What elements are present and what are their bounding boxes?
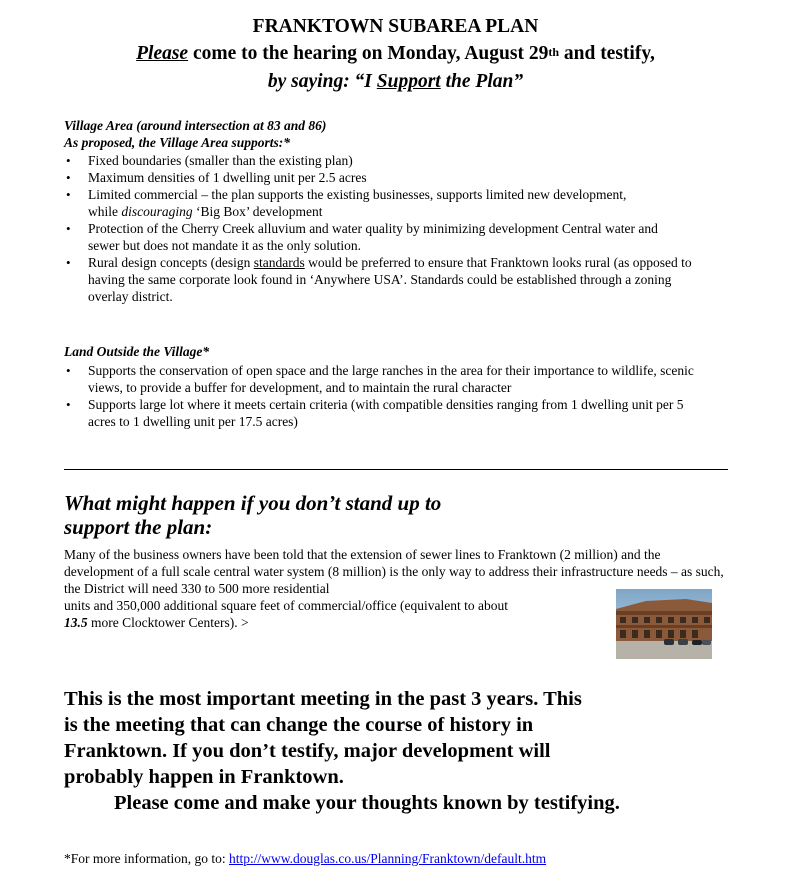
page-title: FRANKTOWN SUBAREA PLAN <box>252 16 539 37</box>
list-item: • Maximum densities of 1 dwelling unit per 2.5 acres <box>64 169 684 186</box>
planning-link[interactable]: http://www.douglas.co.us/Planning/Franktown/default.htm <box>228 851 547 866</box>
village-area-list <box>64 152 692 305</box>
please-emphasis: Please <box>136 43 189 64</box>
list-item: • Fixed boundaries (smaller than the existing plan) <box>64 152 684 169</box>
list-item: • Supports large lot where it meets certain criteria (with compatible densities ranging from 1 dwelling unit per 5 acres to 1 dwelling unit per 17.5 acres) <box>64 396 698 430</box>
village-area-subtitle: As proposed, the Village Area supports:* <box>64 135 291 150</box>
more-info-footer: *For more information, go to: http://www.douglas.co.us/Planning/Franktown/default.htm <box>64 851 547 866</box>
list-item: • Protection of the Cherry Creek alluvium and water quality by minimizing development Central water and sewer but does not mandate it as the only solution. <box>64 220 668 254</box>
land-outside-title: Land Outside the Village* <box>64 344 210 359</box>
support-slogan: by saying: “I Support the Plan” <box>267 71 524 92</box>
list-item: • Rural design concepts (design standards would be preferred to ensure that Franktown looks rural (as opposed to having the same corporate look found in ‘Anywhere USA’. Standards could be established through a zoning overlay district. <box>64 254 698 305</box>
list-item: • Limited commercial – the plan supports the existing businesses, supports limited new development, while discouraging ‘Big Box’ development <box>64 186 658 220</box>
important-meeting-message: This is the most important meeting in the past 3 years. This is the meeting that can change the course of history in Franktown. If you don’t testify, major development will probably happen in Franktown. Please come and make your thoughts known by testifying. <box>64 688 620 814</box>
what-might-happen-heading: What might happen if you don’t stand up to support the plan: <box>64 491 442 539</box>
building-photo <box>616 589 712 659</box>
section-divider <box>64 469 728 470</box>
clocktower-building-image <box>616 589 712 659</box>
business-owners-paragraph: Many of the business owners have been told that the extension of sewer lines to Franktown (2 million) and the development of a full scale central water system (8 million) is the only way to address their infrastructure needs – as such, the District will need 330 to 500 more residential units and 350,000 additional square feet of commercial/office (equivalent to about 13.5 more Clocktower Centers). > <box>64 547 724 630</box>
land-outside-list <box>64 362 704 430</box>
village-area-title: Village Area (around intersection at 83 and 86) <box>64 118 327 133</box>
hearing-invitation: Please come to the hearing on Monday, August 29th and testify, <box>136 43 655 64</box>
list-item: • Supports the conservation of open space and the large ranches in the area for their importance to wildlife, scenic views, to provide a buffer for development, and to maintain the rural character <box>64 362 704 396</box>
